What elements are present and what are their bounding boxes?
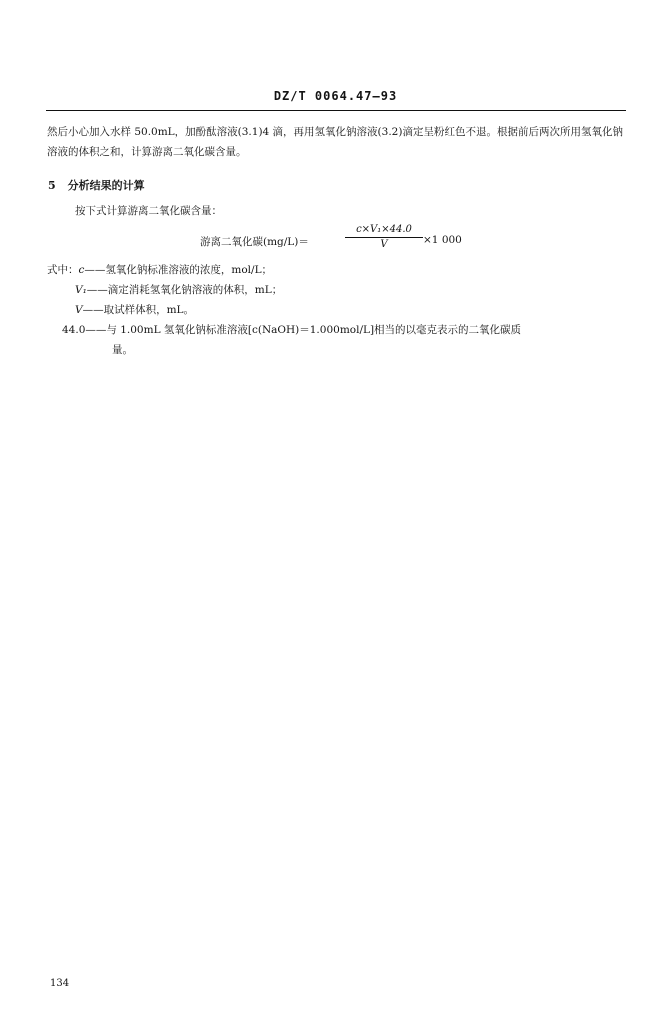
definition-c [47,262,272,277]
formula-intro: 按下式计算游离二氧化碳含量： [75,205,222,217]
definition-text: ——氢氧化钠标准溶液的浓度，mol/L； [84,264,273,276]
definition-symbol: c [78,264,85,276]
section-number: 5 [48,179,56,192]
definition-44-continuation: 量。 [112,344,133,356]
section-title: 分析结果的计算 [67,179,145,192]
definition-v1 [75,282,282,297]
definition-text: ——取试样体积，mL。 [82,304,195,316]
standard-code-header: DZ/T 0064.47—93 [273,89,398,103]
definition-v [75,302,194,317]
page-number: 134 [50,978,70,989]
definition-symbol: 44.0 [62,324,86,336]
formula-numerator: c×V₁×44.0 [356,224,412,235]
formula-fraction [345,223,423,252]
formula-lhs: 游离二氧化碳(mg/L)＝ [200,236,309,248]
definition-44 [62,322,521,337]
definition-text: ——滴定消耗氢氧化钠溶液的体积，mL； [86,284,283,296]
definition-symbol: V [75,304,83,316]
section-heading [48,177,145,193]
paragraph-procedure: 然后小心加入水样 50.0mL，加酚酞溶液(3.1)4 滴，再用氢氧化钠溶液(3.2)滴定呈粉红色不退。根据前后两次所用氢氧化钠溶液的体积之和，计算游离二氧化碳含量。 [47,126,623,158]
definition-prefix: 式中： [47,264,79,276]
header-rule [46,110,626,111]
definition-text: ——与 1.00mL 氢氧化钠标准溶液[c(NaOH)＝1.000mol/L]相当的以毫克表示的二氧化碳质 [85,324,522,336]
formula-rhs: ×1 000 [423,234,462,246]
formula-denominator: V [380,239,388,250]
definition-symbol: V₁ [75,284,87,296]
